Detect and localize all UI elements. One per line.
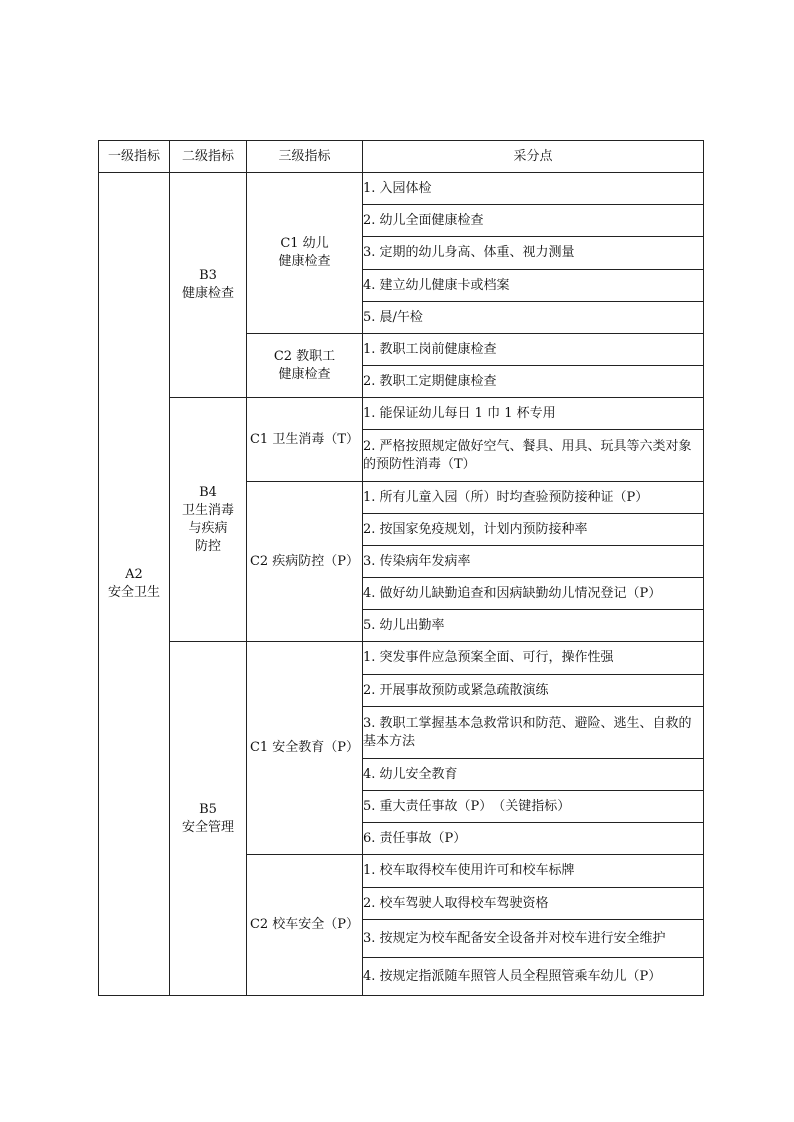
level3-b3-c2-line1: C2 教职工 (273, 348, 336, 364)
level2-b3-code: B3 (199, 268, 217, 283)
level3-b4-c2-cell: C2 疾病防控（P） (247, 482, 363, 642)
scoring-point: 3. 定期的幼儿身高、体重、视力测量 (363, 237, 704, 270)
scoring-point: 5. 重大责任事故（P） （关键指标） (363, 791, 704, 823)
scoring-point: 2. 开展事故预防或紧急疏散演练 (363, 675, 704, 707)
scoring-point: 3. 教职工掌握基本急救常识和防范、避险、逃生、自救的基本方法 (363, 707, 704, 759)
level3-b3-c1-line2: 健康检查 (278, 254, 331, 269)
scoring-point: 1. 能保证幼儿每日 1 巾 1 杯专用 (363, 398, 704, 430)
level3-b3-c1-cell (247, 173, 363, 334)
level3-b3-c1-line1: C1 幼儿 (280, 236, 329, 251)
scoring-point: 1. 校车取得校车使用许可和校车标牌 (363, 855, 704, 888)
level3-b4-c1-cell: C1 卫生消毒（T） (247, 398, 363, 482)
scoring-point: 1. 教职工岗前健康检查 (363, 334, 704, 366)
scoring-point: 5. 幼儿出勤率 (363, 610, 704, 642)
header-level1: 一级指标 (99, 141, 170, 173)
header-level3: 三级指标 (247, 141, 363, 173)
scoring-point: 2. 按国家免疫规划，计划内预防接种率 (363, 514, 704, 546)
scoring-point: 3. 按规定为校车配备安全设备并对校车进行安全维护 (363, 920, 704, 958)
level3-b5-c2-cell: C2 校车安全（P） (247, 855, 363, 996)
scoring-point: 2. 校车驾驶人取得校车驾驶资格 (363, 888, 704, 920)
level2-b4-name-line2: 与疾病 (188, 520, 228, 536)
scoring-point: 2. 教职工定期健康检查 (363, 366, 704, 398)
level3-b5-c1-cell: C1 安全教育（P） (247, 642, 363, 855)
level2-b4-cell (170, 398, 247, 642)
level2-b3-cell (170, 173, 247, 398)
table-row (99, 398, 704, 430)
scoring-point: 1. 入园体检 (363, 173, 704, 205)
table-row (99, 173, 704, 205)
level3-b3-c2-cell (247, 334, 363, 398)
level1-cell (99, 173, 170, 996)
level2-b3-name: 健康检查 (181, 286, 234, 301)
scoring-point: 1. 所有儿童入园（所）时均查验预防接种证（P） (363, 482, 704, 514)
level2-b5-code: B5 (199, 801, 217, 817)
header-row (99, 141, 704, 173)
scoring-point: 4. 建立幼儿健康卡或档案 (363, 270, 704, 302)
level2-b5-name: 安全管理 (181, 819, 234, 835)
indicator-table (98, 140, 704, 996)
scoring-point: 5. 晨/午检 (363, 302, 704, 334)
scoring-point: 2. 幼儿全面健康检查 (363, 205, 704, 237)
table-row (99, 642, 704, 675)
level3-b3-c2-line2: 健康检查 (278, 366, 331, 382)
header-points: 采分点 (363, 141, 704, 173)
scoring-point: 4. 按规定指派随车照管人员全程照管乘车幼儿（P） (363, 958, 704, 996)
level1-code: A2 (125, 567, 143, 582)
scoring-point: 2. 严格按照规定做好空气、餐具、用具、玩具等六类对象的预防性消毒（T） (363, 430, 704, 482)
level2-b4-name-line3: 防控 (194, 538, 221, 554)
header-level2: 二级指标 (170, 141, 247, 173)
level1-name: 安全卫生 (107, 585, 160, 600)
scoring-point: 4. 做好幼儿缺勤追查和因病缺勤幼儿情况登记（P） (363, 578, 704, 610)
level2-b5-cell (170, 642, 247, 996)
scoring-point: 3. 传染病年发病率 (363, 546, 704, 578)
level2-b4-code: B4 (199, 484, 217, 500)
level2-b4-name-line1: 卫生消毒 (181, 502, 234, 518)
scoring-point: 6. 责任事故（P） (363, 823, 704, 855)
scoring-point: 1. 突发事件应急预案全面、可行，操作性强 (363, 642, 704, 675)
scoring-point: 4. 幼儿安全教育 (363, 759, 704, 791)
